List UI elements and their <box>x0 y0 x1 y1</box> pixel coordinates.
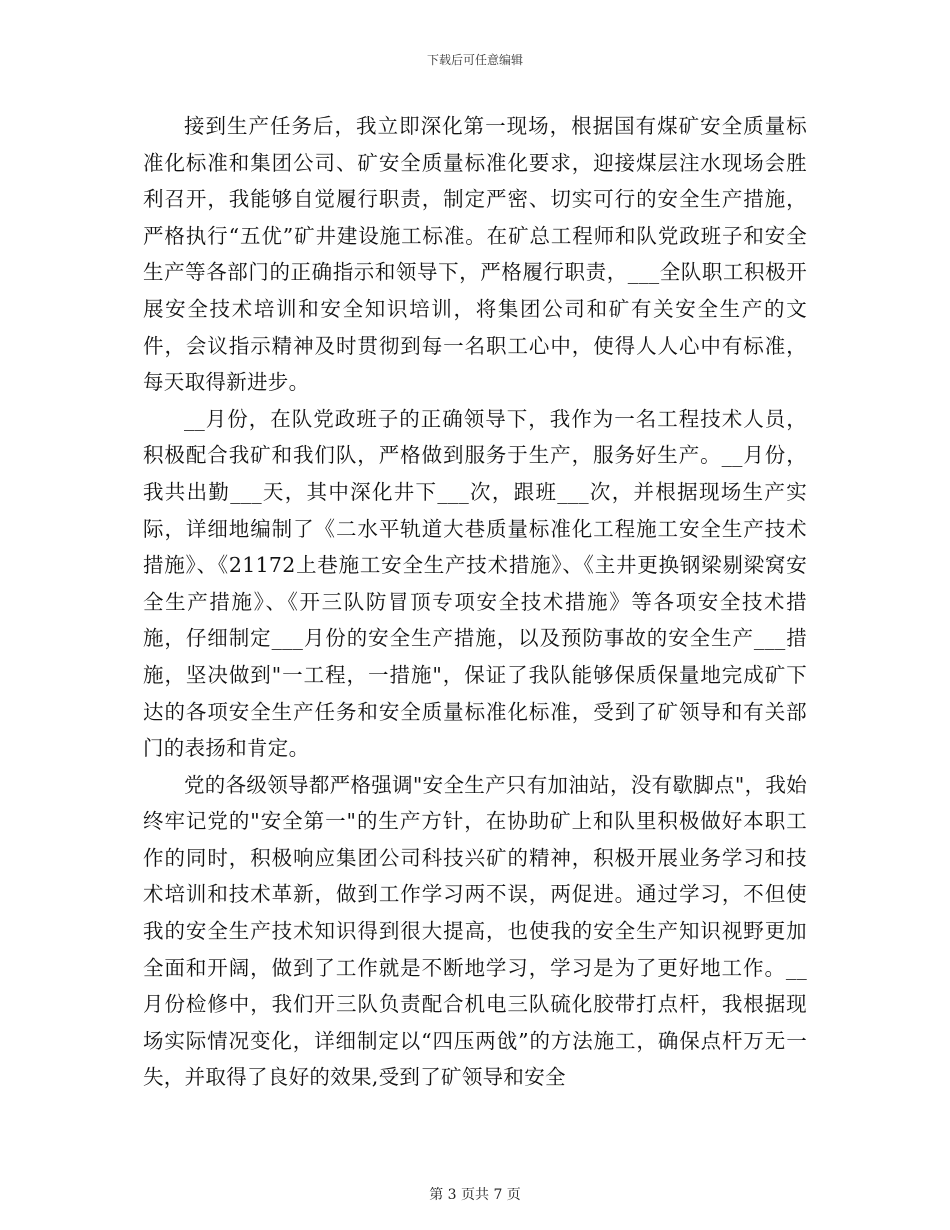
paragraph: __月份，在队党政班子的正确领导下，我作为一名工程技术人员，积极配合我矿和我们队，严格做到服务于生产，服务好生产。__月份，我共出勤___天，其中深化井下___次，跟班___次，并根据现场生产实际，详细地编制了《二水平轨道大巷质量标准化工程施工安全生产技术措施》、《21172上巷施工安全生产技术措施》、《主井更换钢梁剔梁窝安全生产措施》、《开三队防冒顶专项安全技术措施》等各项安全技术措施，仔细制定___月份的安全生产措施，以及预防事故的安全生产___措施，坚决做到"一工程，一措施"，保证了我队能够保质保量地完成矿下达的各项安全生产任务和安全质量标准化标准，受到了矿领导和有关部门的表扬和肯定。 <box>143 406 807 761</box>
page-number: 第 3 页共 7 页 <box>429 1187 521 1203</box>
paragraph: 接到生产任务后，我立即深化第一现场，根据国有煤矿安全质量标准化标准和集团公司、矿安全质量标准化要求，迎接煤层注水现场会胜利召开，我能够自觉履行职责，制定严密、切实可行的安全生产措施，严格执行“五优”矿井建设施工标准。在矿总工程师和队党政班子和安全生产等各部门的正确指示和领导下，严格履行职责，___全队职工积极开展安全技术培训和安全知识培训，将集团公司和矿有关安全生产的文件，会议指示精神及时贯彻到每一名职工心中，使得人人心中有标准，每天取得新进步。 <box>143 114 807 395</box>
page-header: 下载后可任意编辑 <box>426 53 523 67</box>
paragraph: 党的各级领导都严格强调"安全生产只有加油站，没有歇脚点"，我始终牢记党的"安全第一"的生产方针，在协助矿上和队里积极做好本职工作的同时，积极响应集团公司科技兴矿的精神，积极开展业务学习和技术培训和技术革新，做到工作学习两不误，两促进。通过学习，不但使我的安全生产技术知识得到很大提高，也使我的安全生产知识视野更加全面和开阔，做到了工作就是不断地学习，学习是为了更好地工作。__月份检修中，我们开三队负责配合机电三队硫化胶带打点杆，我根据现场实际情况变化，详细制定以“四压两戗”的方法施工，确保点杆万无一失，并取得了良好的效果,受到了矿领导和安全 <box>143 772 807 1090</box>
document-body <box>143 108 807 1096</box>
